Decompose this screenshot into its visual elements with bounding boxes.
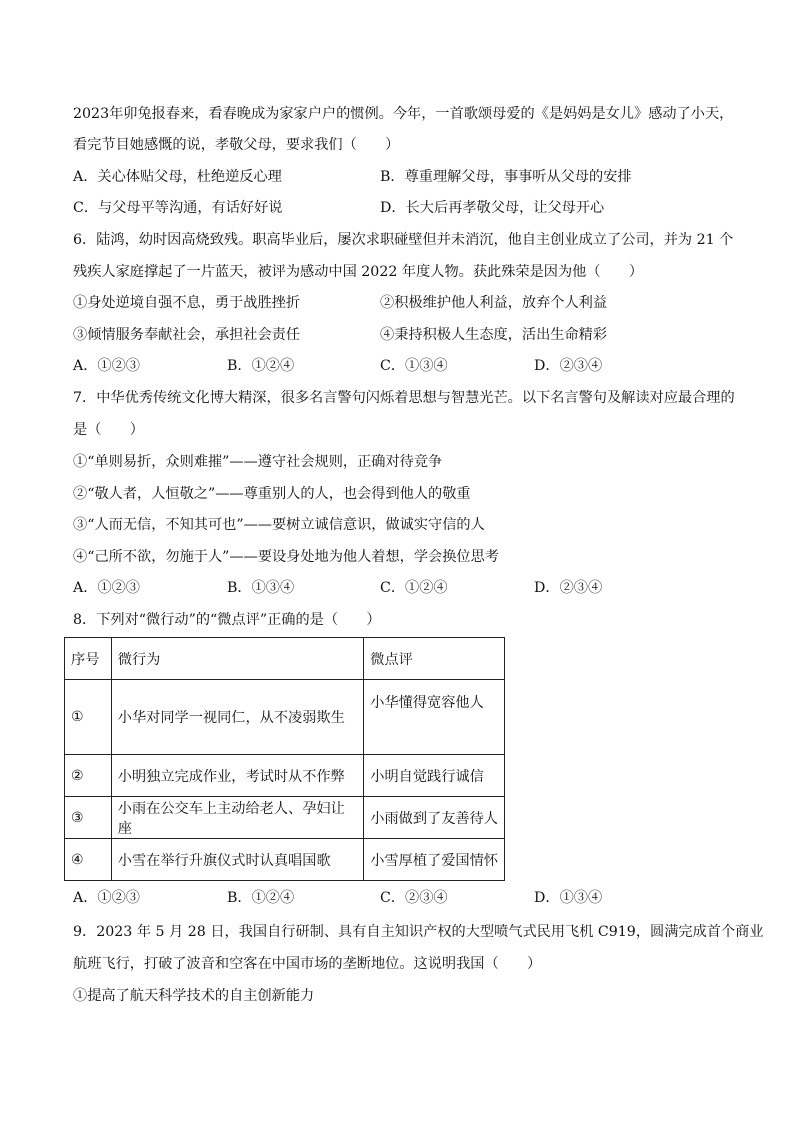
table-header-row xyxy=(65,638,505,680)
q5-stem-line1: 2023年卯兔报春来，看春晚成为家家户户的惯例。今年，一首歌颂母爱的《是妈妈是女儿》感动了小天， xyxy=(73,106,734,122)
q6-statement-1: ①身处逆境自强不息，勇于战胜挫折 xyxy=(73,295,301,311)
q7-statement-4: ④“己所不欲，勿施于人”——要设身处地为他人着想，学会换位思考 xyxy=(73,549,499,565)
q6-option-b: B．①②④ xyxy=(227,358,295,374)
q8-stem: 8．下列对“微行动”的“微点评”正确的是（ ） xyxy=(73,612,381,628)
q7-option-d: D．②③④ xyxy=(534,580,603,596)
q6-stem-line1: 6．陆鸿，幼时因高烧致残。职高毕业后，屡次求职碰壁但并未消沉，他自主创业成立了公司，并为 21 个 xyxy=(73,232,734,248)
q7-stem-line2: 是（ ） xyxy=(73,422,144,438)
table-row xyxy=(65,797,505,839)
row-number: ④ xyxy=(65,839,112,881)
q7-statement-3: ③“人而无信，不知其可也”——要树立诚信意识，做诚实守信的人 xyxy=(73,517,485,533)
q7-option-c: C．①②④ xyxy=(380,580,448,596)
row-comment: 小华懂得宽容他人 xyxy=(364,680,505,755)
q8-option-d: D．①③④ xyxy=(534,890,603,906)
q5-option-c: C．与父母平等沟通，有话好好说 xyxy=(73,200,283,216)
q6-statement-4: ④秉持积极人生态度，活出生命精彩 xyxy=(380,327,608,343)
q7-stem-line1: 7．中华优秀传统文化博大精深，很多名言警句闪烁着思想与智慧光芒。以下名言警句及解读对应最合理的 xyxy=(73,390,735,406)
row-number: ③ xyxy=(65,797,112,839)
micro-action-table xyxy=(64,637,505,881)
table-row xyxy=(65,755,505,797)
header-micro-comment: 微点评 xyxy=(364,638,505,680)
q5-option-d: D．长大后再孝敬父母，让父母开心 xyxy=(380,200,605,216)
row-comment: 小雪厚植了爱国情怀 xyxy=(364,839,505,881)
row-action: 小雪在举行升旗仪式时认真唱国歌 xyxy=(111,839,364,881)
q6-statement-2: ②积极维护他人利益，放弃个人利益 xyxy=(380,295,608,311)
q9-statement-1: ①提高了航天科学技术的自主创新能力 xyxy=(73,988,315,1004)
q6-option-c: C．①③④ xyxy=(380,358,448,374)
q6-statement-3: ③倾情服务奉献社会，承担社会责任 xyxy=(73,327,301,343)
table-row xyxy=(65,839,505,881)
q6-stem-line2: 残疾人家庭撑起了一片蓝天，被评为感动中国 2022 年度人物。获此殊荣是因为他（ ） xyxy=(73,264,644,280)
q5-option-b: B．尊重理解父母，事事听从父母的安排 xyxy=(380,169,632,185)
header-micro-action: 微行为 xyxy=(111,638,364,680)
q5-stem-line2: 看完节目她感慨的说，孝敬父母，要求我们（ ） xyxy=(73,137,400,153)
row-number: ① xyxy=(65,680,112,755)
q8-option-c: C．②③④ xyxy=(380,890,448,906)
header-number: 序号 xyxy=(65,638,112,680)
row-comment: 小雨做到了友善待人 xyxy=(364,797,505,839)
q7-option-a: A．①②③ xyxy=(73,580,140,596)
row-action: 小雨在公交车上主动给老人、孕妇让座 xyxy=(111,797,364,839)
table-row xyxy=(65,680,505,755)
q8-option-a: A．①②③ xyxy=(73,890,140,906)
row-comment: 小明自觉践行诚信 xyxy=(364,755,505,797)
q7-option-b: B．①③④ xyxy=(227,580,295,596)
q7-statement-1: ①“单则易折，众则难摧”——遵守社会规则，正确对待竞争 xyxy=(73,454,443,470)
q5-option-a: A．关心体贴父母，杜绝逆反心理 xyxy=(73,169,282,185)
row-number: ② xyxy=(65,755,112,797)
q9-stem-line1: 9．2023 年 5 月 28 日，我国自行研制、具有自主知识产权的大型喷气式民用飞机 C919，圆满完成首个商业 xyxy=(73,924,764,940)
q7-statement-2: ②“敬人者，人恒敬之”——尊重别人的人，也会得到他人的敬重 xyxy=(73,486,471,502)
row-action: 小华对同学一视同仁，从不凌弱欺生 xyxy=(111,680,364,755)
q6-option-a: A．①②③ xyxy=(73,358,140,374)
row-action: 小明独立完成作业，考试时从不作弊 xyxy=(111,755,364,797)
q9-stem-line2: 航班飞行，打破了波音和空客在中国市场的垄断地位。这说明我国（ ） xyxy=(73,956,542,972)
q6-option-d: D．②③④ xyxy=(534,358,603,374)
q8-option-b: B．①②④ xyxy=(227,890,295,906)
